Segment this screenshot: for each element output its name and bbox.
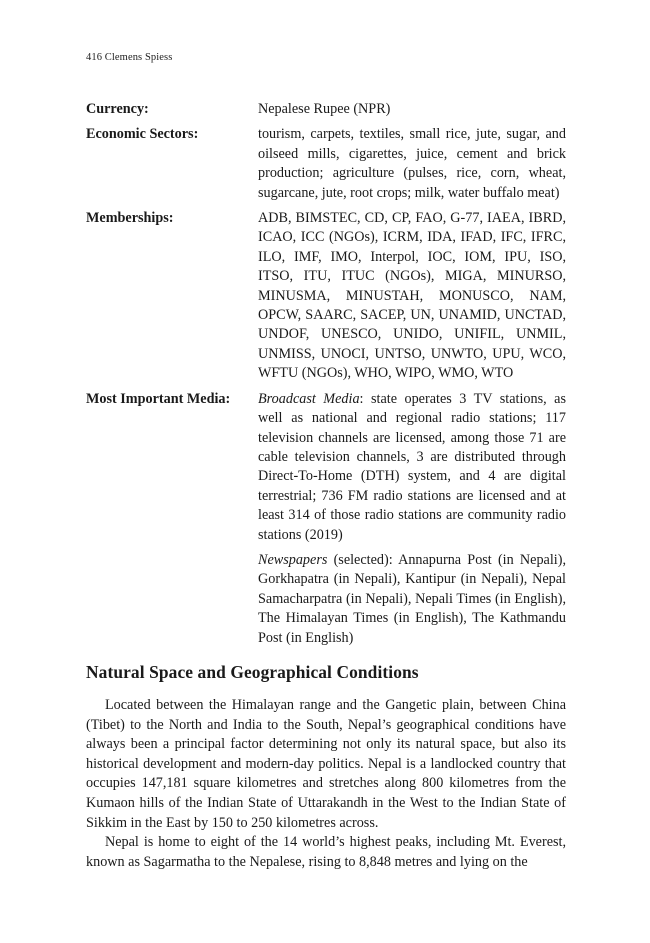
fact-text: ADB, BIMSTEC, CD, CP, FAO, G-77, IAEA, IBRD, ICAO, ICC (NGOs), ICRM, IDA, IFAD, IFC, IFRC, ILO, IMF, IMO, Interpol, IOC, IOM, IPU, ISO, ITSO, ITU, ITUC (NGOs), MIGA, MINURSO, MINUSMA, MINUSTAH, MONUSCO, NAM, OPCW, SAARC, SACEP, UN, UNAMID, UNCTAD, UNDOF, UNESCO, UNIDO, UNIFIL, UNMIL, UNMISS, UNOCI, UNTSO, UNWTO, UPU, WCO, WFTU (NGOs), WHO, WIPO, WMO, WTO: [258, 210, 566, 382]
fact-value: [258, 390, 566, 648]
author-name: Clemens Spiess: [104, 52, 173, 63]
fact-lead: Broadcast Media: [258, 390, 360, 407]
fact-row-media: [86, 390, 566, 648]
fact-paragraph-newspapers: [258, 551, 566, 648]
fact-row-memberships: [86, 209, 566, 384]
section-heading: Natural Space and Geographical Conditions: [86, 662, 419, 682]
fact-paragraph: [258, 100, 566, 119]
fact-label: Economic Sectors:: [86, 126, 199, 143]
fact-row-currency: [86, 100, 566, 119]
page-number: 416: [86, 52, 103, 63]
country-facts: [86, 100, 566, 654]
fact-label: Memberships:: [86, 210, 174, 227]
fact-lead: Newspapers: [258, 551, 328, 568]
fact-label: Currency:: [86, 101, 149, 117]
body-paragraph: Located between the Himalayan range and the Gangetic plain, between China (Tibet) to the North and India to the South, Nepal’s geographical conditions have always been a principal factor determining not only its natural space, but also its historical development and modern-day politics. Nepal is a landlocked country that occupies 147,181 square kilometres and stretches along 800 kilometres from the Kumaon hills of the Indian State of Uttarakandh in the West to the Indian State of Sikkim in the East by 150 to 250 kilometres across.: [86, 697, 566, 831]
running-head: [86, 52, 172, 63]
section-body: [86, 696, 566, 872]
fact-text: : state operates 3 TV stations, as well as national and regional radio stations; 117 television channels are licensed, among those 71 are cable television channels, 3 are distributed through Direct-To-Home (DTH) system, and 4 are digital terrestrial; 736 FM radio stations are licensed and at least 314 of those radio stations are community radio stations (2019): [258, 390, 566, 543]
fact-value: [258, 209, 566, 384]
fact-paragraph: [258, 125, 566, 203]
fact-row-economic-sectors: [86, 125, 566, 203]
fact-label: Most Important Media:: [86, 390, 231, 407]
fact-value: [258, 100, 566, 119]
body-paragraph: Nepal is home to eight of the 14 world’s highest peaks, including Mt. Everest, known as Sagarmatha to the Nepalese, rising to 8,848 metres and lying on the: [86, 834, 566, 870]
fact-paragraph: [258, 209, 566, 384]
fact-value: [258, 125, 566, 203]
fact-text: Nepalese Rupee (NPR): [258, 101, 391, 117]
fact-paragraph-broadcast: [258, 390, 566, 545]
fact-text: (selected): Annapurna Post (in Nepali), Gorkhapatra (in Nepali), Kantipur (in Nepali), Nepal Samacharpatra (in Nepali), Nepali Times (in English), The Himalayan Times (in English), The Kathmandu Post (in English): [258, 551, 566, 646]
fact-text: tourism, carpets, textiles, small rice, jute, sugar, and oilseed mills, cigarettes, juice, cement and brick production; agriculture (pulses, rice, corn, wheat, sugarcane, jute, root crops; milk, water buffalo meat): [258, 126, 566, 201]
